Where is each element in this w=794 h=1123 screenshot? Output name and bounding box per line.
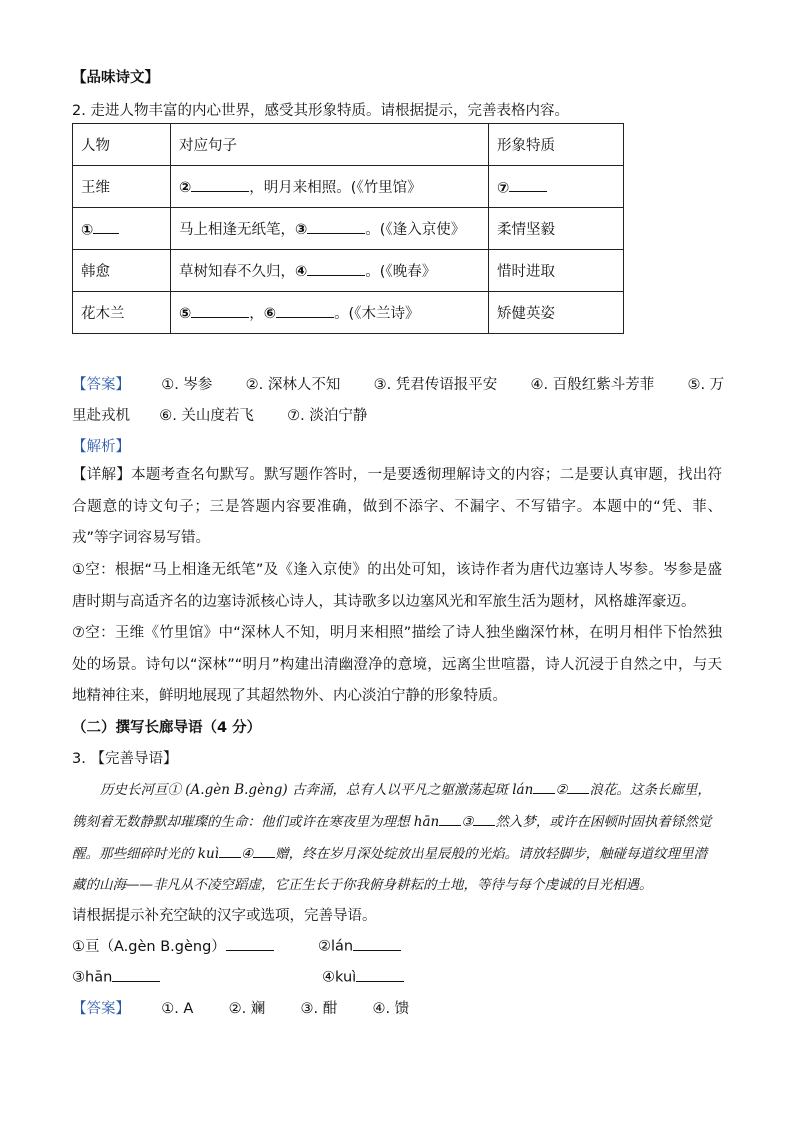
section-heading: 【品味诗文】 xyxy=(72,70,159,86)
guide-line xyxy=(72,842,707,862)
fill-item xyxy=(318,935,401,955)
guide-text: 浪花。这条长廊里， xyxy=(589,782,711,798)
blank-marker: ⑥ xyxy=(263,306,277,322)
sentence-text: ， xyxy=(249,306,264,322)
table-row xyxy=(73,208,624,250)
detail-text: 本题考查名句默写。默写题作答时，一是要透彻理解诗文的内容；二是要认真审题，找出符合题意的诗文句子；三是答题内容要准确，做到不添字、不漏字、不写错字。本题中的“凭、菲、戎”等字词容易写错。 xyxy=(72,467,723,546)
answer-item: ③. 酣 xyxy=(300,1001,338,1017)
cell-person: 韩愈 xyxy=(73,250,171,292)
cell-person: 花木兰 xyxy=(73,292,171,334)
sentence-text: 。(《逢入京使》 xyxy=(365,222,466,238)
answer-blank[interactable] xyxy=(191,303,249,319)
guide-text: 镌刻着无数静默却璀璨的生命：他们或许在寒夜里为理想 hān xyxy=(72,814,440,830)
blank-marker: ⑤ xyxy=(179,306,192,322)
question-2-prompt: 2. 走进人物丰富的内心世界，感受其形象特质。请根据提示，完善表格内容。 xyxy=(72,103,569,119)
fill-label: ③hān xyxy=(72,969,113,986)
analysis-label: 【解析】 xyxy=(72,439,130,455)
part-heading: （二）撰写长廊导语（4 分） xyxy=(72,720,262,736)
answer-item: ①. 岑参 xyxy=(161,377,213,393)
answer-blank[interactable] xyxy=(112,966,160,982)
answer-blank[interactable] xyxy=(253,844,275,859)
cell-person xyxy=(73,208,171,250)
guide-text: 历史长河亘① (A.gèn B.gèng) 古奔涌，总有人以平凡之躯激荡起斑 lán xyxy=(100,782,534,798)
answer-blank[interactable] xyxy=(307,219,365,235)
blank-marker: ② xyxy=(555,782,568,798)
sentence-text: 马上相逢无纸笔， xyxy=(179,222,295,238)
blank-marker: ④ xyxy=(240,846,254,862)
answer-blank[interactable] xyxy=(191,177,249,193)
answer-item: ②. 斓 xyxy=(228,1001,266,1017)
answer-line xyxy=(72,373,724,394)
fill-item xyxy=(322,966,404,986)
question-3-title: 3. 【完善导语】 xyxy=(72,751,178,767)
cell-sentence xyxy=(171,292,489,334)
answer-blank[interactable] xyxy=(353,935,401,951)
answer-line xyxy=(72,404,367,425)
guide-text: 然入梦，或许在困顿时固执着铩然觉 xyxy=(495,814,712,830)
guide-text: 赠，终在岁月深处绽放出星辰般的光焰。请放轻脚步，触碰每道纹理里潜 xyxy=(275,846,708,862)
detail-paragraph xyxy=(72,460,722,555)
answer-blank[interactable] xyxy=(473,812,495,827)
answer-blank[interactable] xyxy=(219,844,241,859)
cell-trait xyxy=(489,166,624,208)
answer-item: ⑦. 淡泊宁静 xyxy=(287,408,368,424)
sentence-text: 。(《晚春》 xyxy=(365,264,437,280)
guide-text: 醒。那些细碎时光的 kuì xyxy=(72,846,219,862)
answer-line xyxy=(72,997,409,1018)
answer-label: 【答案】 xyxy=(72,1001,130,1017)
table-header-row xyxy=(73,124,624,166)
guide-line xyxy=(72,810,711,830)
cell-trait: 矫健英姿 xyxy=(489,292,624,334)
fill-item xyxy=(72,966,160,986)
cell-sentence xyxy=(171,250,489,292)
table-row xyxy=(73,250,624,292)
answer-blank[interactable] xyxy=(93,219,119,235)
blank-marker: ② xyxy=(179,180,192,196)
answer-blank[interactable] xyxy=(509,177,547,193)
answer-blank[interactable] xyxy=(276,303,334,319)
cell-sentence xyxy=(171,166,489,208)
blank-marker: ① xyxy=(81,222,94,239)
note-paragraph: ⑦空：王维《竹里馆》中“深林人不知，明月来相照”描绘了诗人独坐幽深竹林，在明月相伴下怡然独处的场景。诗句以“深林”“明月”构建出清幽澄净的意境，远离尘世喧嚣，诗人沉浸于自然之中，与天地精神往来，鲜明地展现了其超然物外、内心淡泊宁静的形象特质。 xyxy=(72,625,722,704)
guide-line: 藏的山海——非凡从不凌空蹈虚，它正生长于你我俯身耕耘的土地，等待与每个虔诚的目光相遇。 xyxy=(72,877,653,893)
header-person: 人物 xyxy=(73,124,171,166)
guide-line xyxy=(100,778,711,798)
note-paragraph: ①空：根据“马上相逢无纸笔”及《逢入京使》的出处可知，该诗作者为唐代边塞诗人岑参。岑参是盛唐时期与高适齐名的边塞诗派核心诗人，其诗歌多以边塞风光和军旅生活为题材，风格雄浑豪迈。 xyxy=(72,562,722,610)
blank-marker: ⑦ xyxy=(497,180,510,197)
blank-marker: ④ xyxy=(295,264,308,280)
cell-trait: 柔情坚毅 xyxy=(489,208,624,250)
cell-sentence xyxy=(171,208,489,250)
answer-item: 里赴戎机 xyxy=(72,408,130,424)
fill-label: ②lán xyxy=(318,938,354,955)
cell-trait: 惜时进取 xyxy=(489,250,624,292)
answer-item: ④. 百般红紫斗芳菲 xyxy=(530,377,655,393)
answer-blank[interactable] xyxy=(533,780,555,795)
answer-item: ④. 馈 xyxy=(372,1001,410,1017)
header-trait: 形象特质 xyxy=(489,124,624,166)
answer-label: 【答案】 xyxy=(72,377,130,393)
answer-blank[interactable] xyxy=(307,261,365,277)
answer-item: ①. A xyxy=(161,1001,194,1017)
table-row xyxy=(73,292,624,334)
fill-item xyxy=(72,935,274,956)
blank-marker: ③ xyxy=(461,814,474,830)
cell-person: 王维 xyxy=(73,166,171,208)
sentence-text: 。(《木兰诗》 xyxy=(334,306,420,322)
answer-item: ⑥. 关山度若飞 xyxy=(159,408,254,424)
answer-blank[interactable] xyxy=(439,812,461,827)
instruction-text: 请根据提示补充空缺的汉字或选项，完善导语。 xyxy=(72,908,377,924)
answer-blank[interactable] xyxy=(356,966,404,982)
header-sentence: 对应句子 xyxy=(171,124,489,166)
answer-blank[interactable] xyxy=(226,936,274,952)
character-table xyxy=(72,123,624,334)
table-row xyxy=(73,166,624,208)
detail-label: 【详解】 xyxy=(72,467,132,483)
blank-marker: ③ xyxy=(295,222,308,238)
answer-item: ③. 凭君传语报平安 xyxy=(373,377,498,393)
fill-label: ①亘（A.gèn B.gèng） xyxy=(72,939,226,955)
fill-label: ④kuì xyxy=(322,969,357,986)
sentence-text: ，明月来相照。(《竹里馆》 xyxy=(249,180,422,196)
answer-blank[interactable] xyxy=(567,780,589,795)
answer-item: ②. 深林人不知 xyxy=(245,377,341,393)
answer-item: ⑤. 万 xyxy=(687,377,725,393)
sentence-text: 草树知春不久归， xyxy=(179,264,295,280)
